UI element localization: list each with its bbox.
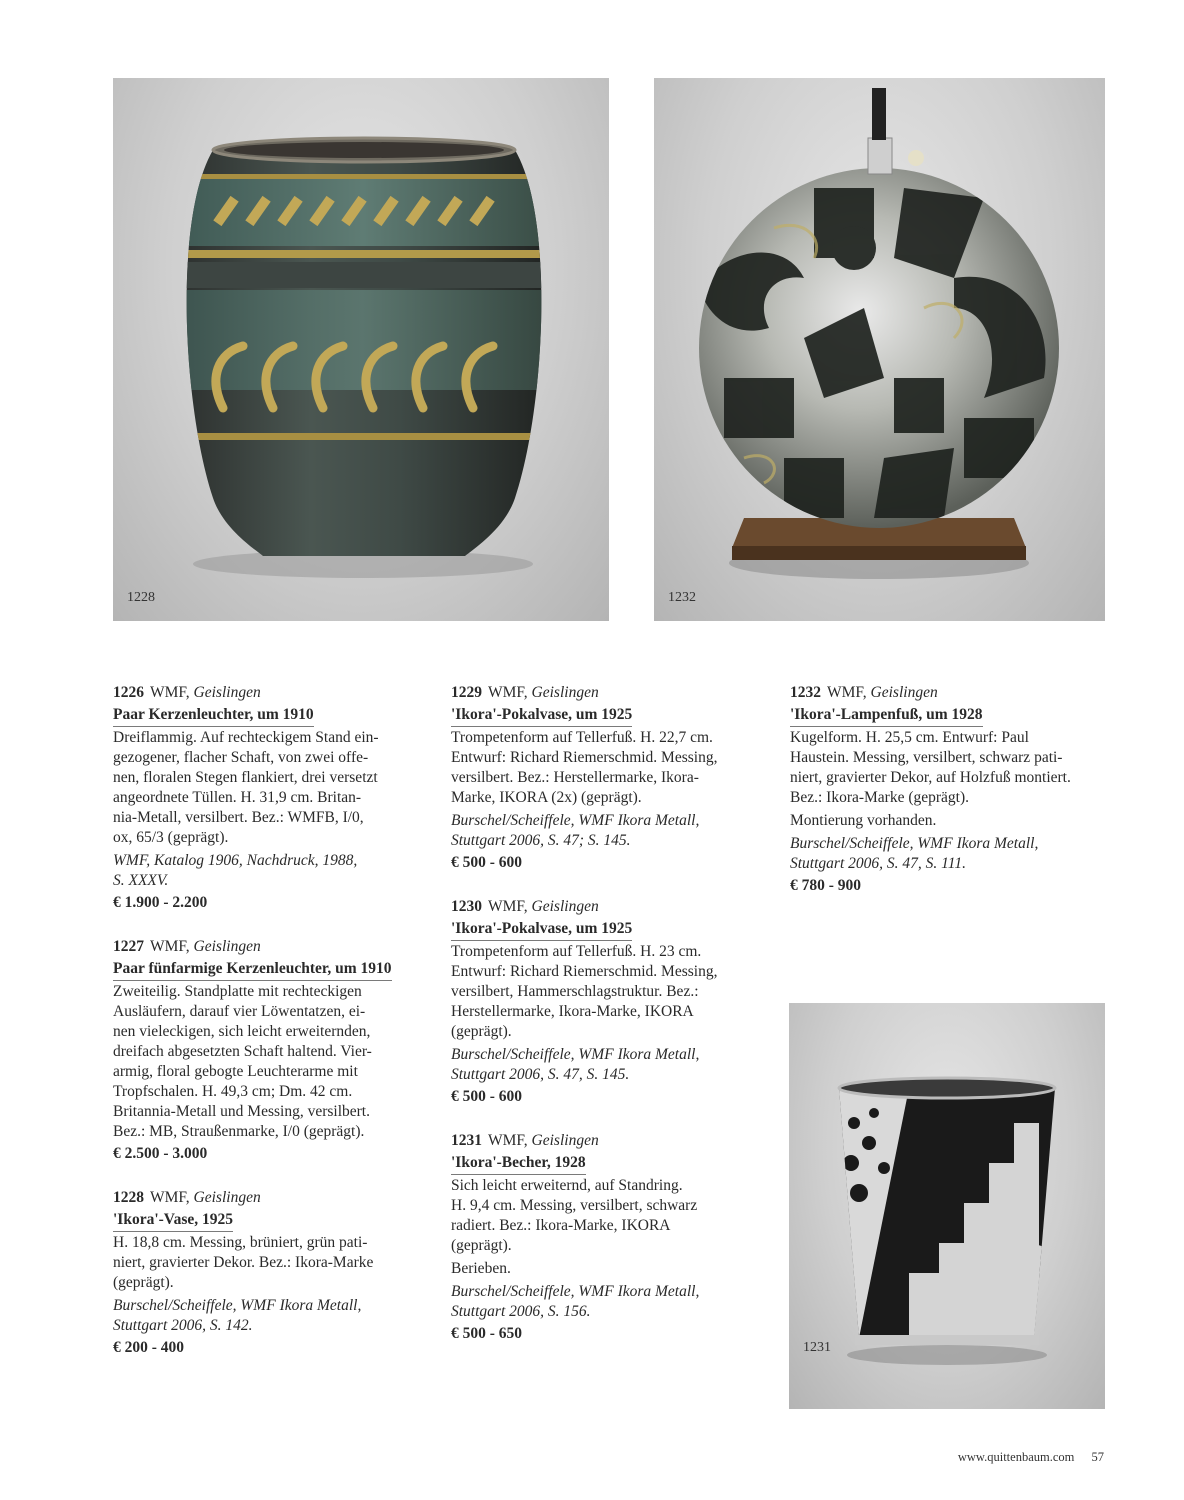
maker-name: WMF, xyxy=(488,1132,528,1149)
lot-price: € 500 - 650 xyxy=(451,1325,523,1342)
plate-number-1228: 1228 xyxy=(127,590,155,605)
lot-description-line: ox, 65/3 (geprägt). xyxy=(113,829,229,846)
lot-description-line: versilbert. Bez.: Herstellermarke, Ikora- xyxy=(451,769,699,786)
maker-name: WMF, xyxy=(150,1189,190,1206)
lot-entry xyxy=(113,682,413,914)
lot-entry xyxy=(451,896,751,1108)
maker-location: Geislingen xyxy=(531,684,599,701)
lot-title: 'Ikora'-Pokalvase, um 1925 xyxy=(451,704,632,727)
maker-name: WMF, xyxy=(150,684,190,701)
lot-description-line: angeordnete Tüllen. H. 31,9 cm. Britan- xyxy=(113,789,362,806)
lot-literature-line: Stuttgart 2006, S. 156. xyxy=(451,1303,591,1320)
maker-location: Geislingen xyxy=(531,1132,599,1149)
lot-description-line: Trompetenform auf Tellerfuß. H. 23 cm. xyxy=(451,943,702,960)
lot-description-line: (geprägt). xyxy=(451,1023,512,1040)
lot-description-line: Entwurf: Richard Riemerschmid. Messing, xyxy=(451,963,718,980)
lot-description-line: versilbert, Hammerschlagstruktur. Bez.: xyxy=(451,983,699,1000)
plate-number-1232: 1232 xyxy=(668,590,696,605)
lot-header xyxy=(113,936,413,958)
lot-description-line: Marke, IKORA (2x) (geprägt). xyxy=(451,789,642,806)
lot-number: 1231 xyxy=(451,1132,482,1149)
lot-literature xyxy=(113,1296,413,1336)
lot-entry xyxy=(113,936,413,1165)
maker-name: WMF, xyxy=(150,938,190,955)
maker-location: Geislingen xyxy=(531,898,599,915)
lot-description-line: Entwurf: Richard Riemerschmid. Messing, xyxy=(451,749,718,766)
maker-location: Geislingen xyxy=(870,684,938,701)
lot-literature xyxy=(451,1045,751,1085)
lot-description-line: radiert. Bez.: Ikora-Marke, IKORA xyxy=(451,1217,671,1234)
lot-literature xyxy=(790,834,1090,874)
lot-note xyxy=(790,811,1090,831)
lot-description-line: Ausläufern, darauf vier Löwentatzen, ei- xyxy=(113,1003,366,1020)
column-2 xyxy=(451,682,751,1367)
maker-location: Geislingen xyxy=(193,938,261,955)
column-3 xyxy=(790,682,1090,919)
website-link[interactable]: www.quittenbaum.com xyxy=(957,1450,1075,1464)
maker-name: WMF, xyxy=(488,684,528,701)
lot-description xyxy=(451,1176,751,1256)
lot-title: 'Ikora'-Pokalvase, um 1925 xyxy=(451,918,632,941)
lot-entry xyxy=(790,682,1090,897)
maker-location: Geislingen xyxy=(193,684,261,701)
lot-price: € 1.900 - 2.200 xyxy=(113,894,208,911)
lot-description-line: Trompetenform auf Tellerfuß. H. 22,7 cm. xyxy=(451,729,713,746)
lot-price: € 2.500 - 3.000 xyxy=(113,1145,208,1162)
lot-description-line: Herstellermarke, Ikora-Marke, IKORA xyxy=(451,1003,694,1020)
beaker-photo xyxy=(789,1003,1105,1409)
maker-location: Geislingen xyxy=(193,1189,261,1206)
lot-header xyxy=(451,896,751,918)
lot-description-line: Bez.: MB, Straußenmarke, I/0 (geprägt). xyxy=(113,1123,365,1140)
lot-literature-line: Burschel/Scheiffele, WMF Ikora Metall, xyxy=(790,835,1039,852)
lot-description xyxy=(451,942,751,1042)
lot-description-line: niert, gravierter Dekor, auf Holzfuß montiert. xyxy=(790,769,1071,786)
lot-description-line: Britannia-Metall und Messing, versilbert. xyxy=(113,1103,370,1120)
lot-price: € 780 - 900 xyxy=(790,877,862,894)
lot-number: 1227 xyxy=(113,938,144,955)
lot-entry xyxy=(113,1187,413,1359)
lot-literature-line: Stuttgart 2006, S. 47, S. 145. xyxy=(451,1066,630,1083)
page-footer xyxy=(958,1450,1104,1465)
lot-title: Paar Kerzenleuchter, um 1910 xyxy=(113,704,314,727)
lot-description-line: dreifach abgesetzten Schaft haltend. Vier- xyxy=(113,1043,372,1060)
lot-description-line: niert, gravierter Dekor. Bez.: Ikora-Marke xyxy=(113,1254,374,1271)
lot-description xyxy=(790,728,1090,808)
plate-number-1231: 1231 xyxy=(803,1340,831,1355)
lot-header xyxy=(451,1130,751,1152)
vase-illustration xyxy=(113,78,609,621)
lot-literature-line: S. XXXV. xyxy=(113,872,169,889)
lot-description xyxy=(113,982,413,1142)
lot-price: € 500 - 600 xyxy=(451,854,523,871)
lot-literature xyxy=(113,851,413,891)
lot-literature-line: Burschel/Scheiffele, WMF Ikora Metall, xyxy=(113,1297,362,1314)
lot-literature-line: Burschel/Scheiffele, WMF Ikora Metall, xyxy=(451,1046,700,1063)
lot-description-line: nen, floralen Stegen flankiert, drei versetzt xyxy=(113,769,378,786)
beaker-illustration xyxy=(789,1003,1105,1409)
lot-title: Paar fünfarmige Kerzenleuchter, um 1910 xyxy=(113,958,392,981)
lot-header xyxy=(113,1187,413,1209)
lot-description-line: Tropfschalen. H. 49,3 cm; Dm. 42 cm. xyxy=(113,1083,353,1100)
lot-price: € 500 - 600 xyxy=(451,1088,523,1105)
lot-literature xyxy=(451,811,751,851)
lot-description-line: Sich leicht erweiternd, auf Standring. xyxy=(451,1177,683,1194)
lot-title: 'Ikora'-Becher, 1928 xyxy=(451,1152,586,1175)
lot-header xyxy=(451,682,751,704)
lot-title: 'Ikora'-Vase, 1925 xyxy=(113,1209,233,1232)
page-number: 57 xyxy=(1091,1450,1104,1464)
lot-literature-line: Stuttgart 2006, S. 47; S. 145. xyxy=(451,832,631,849)
lot-entry xyxy=(451,1130,751,1345)
lot-header xyxy=(790,682,1090,704)
lot-literature-line: Stuttgart 2006, S. 47, S. 111. xyxy=(790,855,966,872)
lot-description-line: nia-Metall, versilbert. Bez.: WMFB, I/0, xyxy=(113,809,364,826)
lot-note xyxy=(451,1259,751,1279)
lot-description-line: (geprägt). xyxy=(451,1237,512,1254)
lot-description xyxy=(113,1233,413,1293)
lot-description-line: gezogener, flacher Schaft, von zwei offe- xyxy=(113,749,369,766)
lot-literature xyxy=(451,1282,751,1322)
lot-description-line: Zweiteilig. Standplatte mit rechteckigen xyxy=(113,983,362,1000)
lot-price: € 200 - 400 xyxy=(113,1339,185,1356)
lot-header xyxy=(113,682,413,704)
lot-note-line: Berieben. xyxy=(451,1260,511,1277)
lot-number: 1232 xyxy=(790,684,821,701)
lot-description-line: Bez.: Ikora-Marke (geprägt). xyxy=(790,789,970,806)
vase-photo xyxy=(113,78,609,621)
column-1 xyxy=(113,682,413,1381)
lot-description-line: nen vieleckigen, sich leicht erweiternden, xyxy=(113,1023,371,1040)
lot-description-line: Dreiflammig. Auf rechteckigem Stand ein- xyxy=(113,729,379,746)
lot-literature-line: Stuttgart 2006, S. 142. xyxy=(113,1317,253,1334)
lot-number: 1228 xyxy=(113,1189,144,1206)
lot-description-line: Haustein. Messing, versilbert, schwarz pati- xyxy=(790,749,1063,766)
lot-description xyxy=(113,728,413,848)
lot-description xyxy=(451,728,751,808)
lot-number: 1229 xyxy=(451,684,482,701)
lot-literature-line: Burschel/Scheiffele, WMF Ikora Metall, xyxy=(451,1283,700,1300)
lot-description-line: Kugelform. H. 25,5 cm. Entwurf: Paul xyxy=(790,729,1029,746)
lot-title: 'Ikora'-Lampenfuß, um 1928 xyxy=(790,704,983,727)
lot-description-line: (geprägt). xyxy=(113,1274,174,1291)
maker-name: WMF, xyxy=(488,898,528,915)
lot-note-line: Montierung vorhanden. xyxy=(790,812,937,829)
lot-description-line: armig, floral gebogte Leuchterarme mit xyxy=(113,1063,358,1080)
lot-literature-line: Burschel/Scheiffele, WMF Ikora Metall, xyxy=(451,812,700,829)
lot-number: 1226 xyxy=(113,684,144,701)
lot-literature-line: WMF, Katalog 1906, Nachdruck, 1988, xyxy=(113,852,358,869)
lot-description-line: H. 18,8 cm. Messing, brüniert, grün pati- xyxy=(113,1234,368,1251)
lot-number: 1230 xyxy=(451,898,482,915)
lamp-base-illustration xyxy=(654,78,1105,621)
lot-entry xyxy=(451,682,751,874)
lot-description-line: H. 9,4 cm. Messing, versilbert, schwarz xyxy=(451,1197,698,1214)
lamp-base-photo xyxy=(654,78,1105,621)
maker-name: WMF, xyxy=(827,684,867,701)
